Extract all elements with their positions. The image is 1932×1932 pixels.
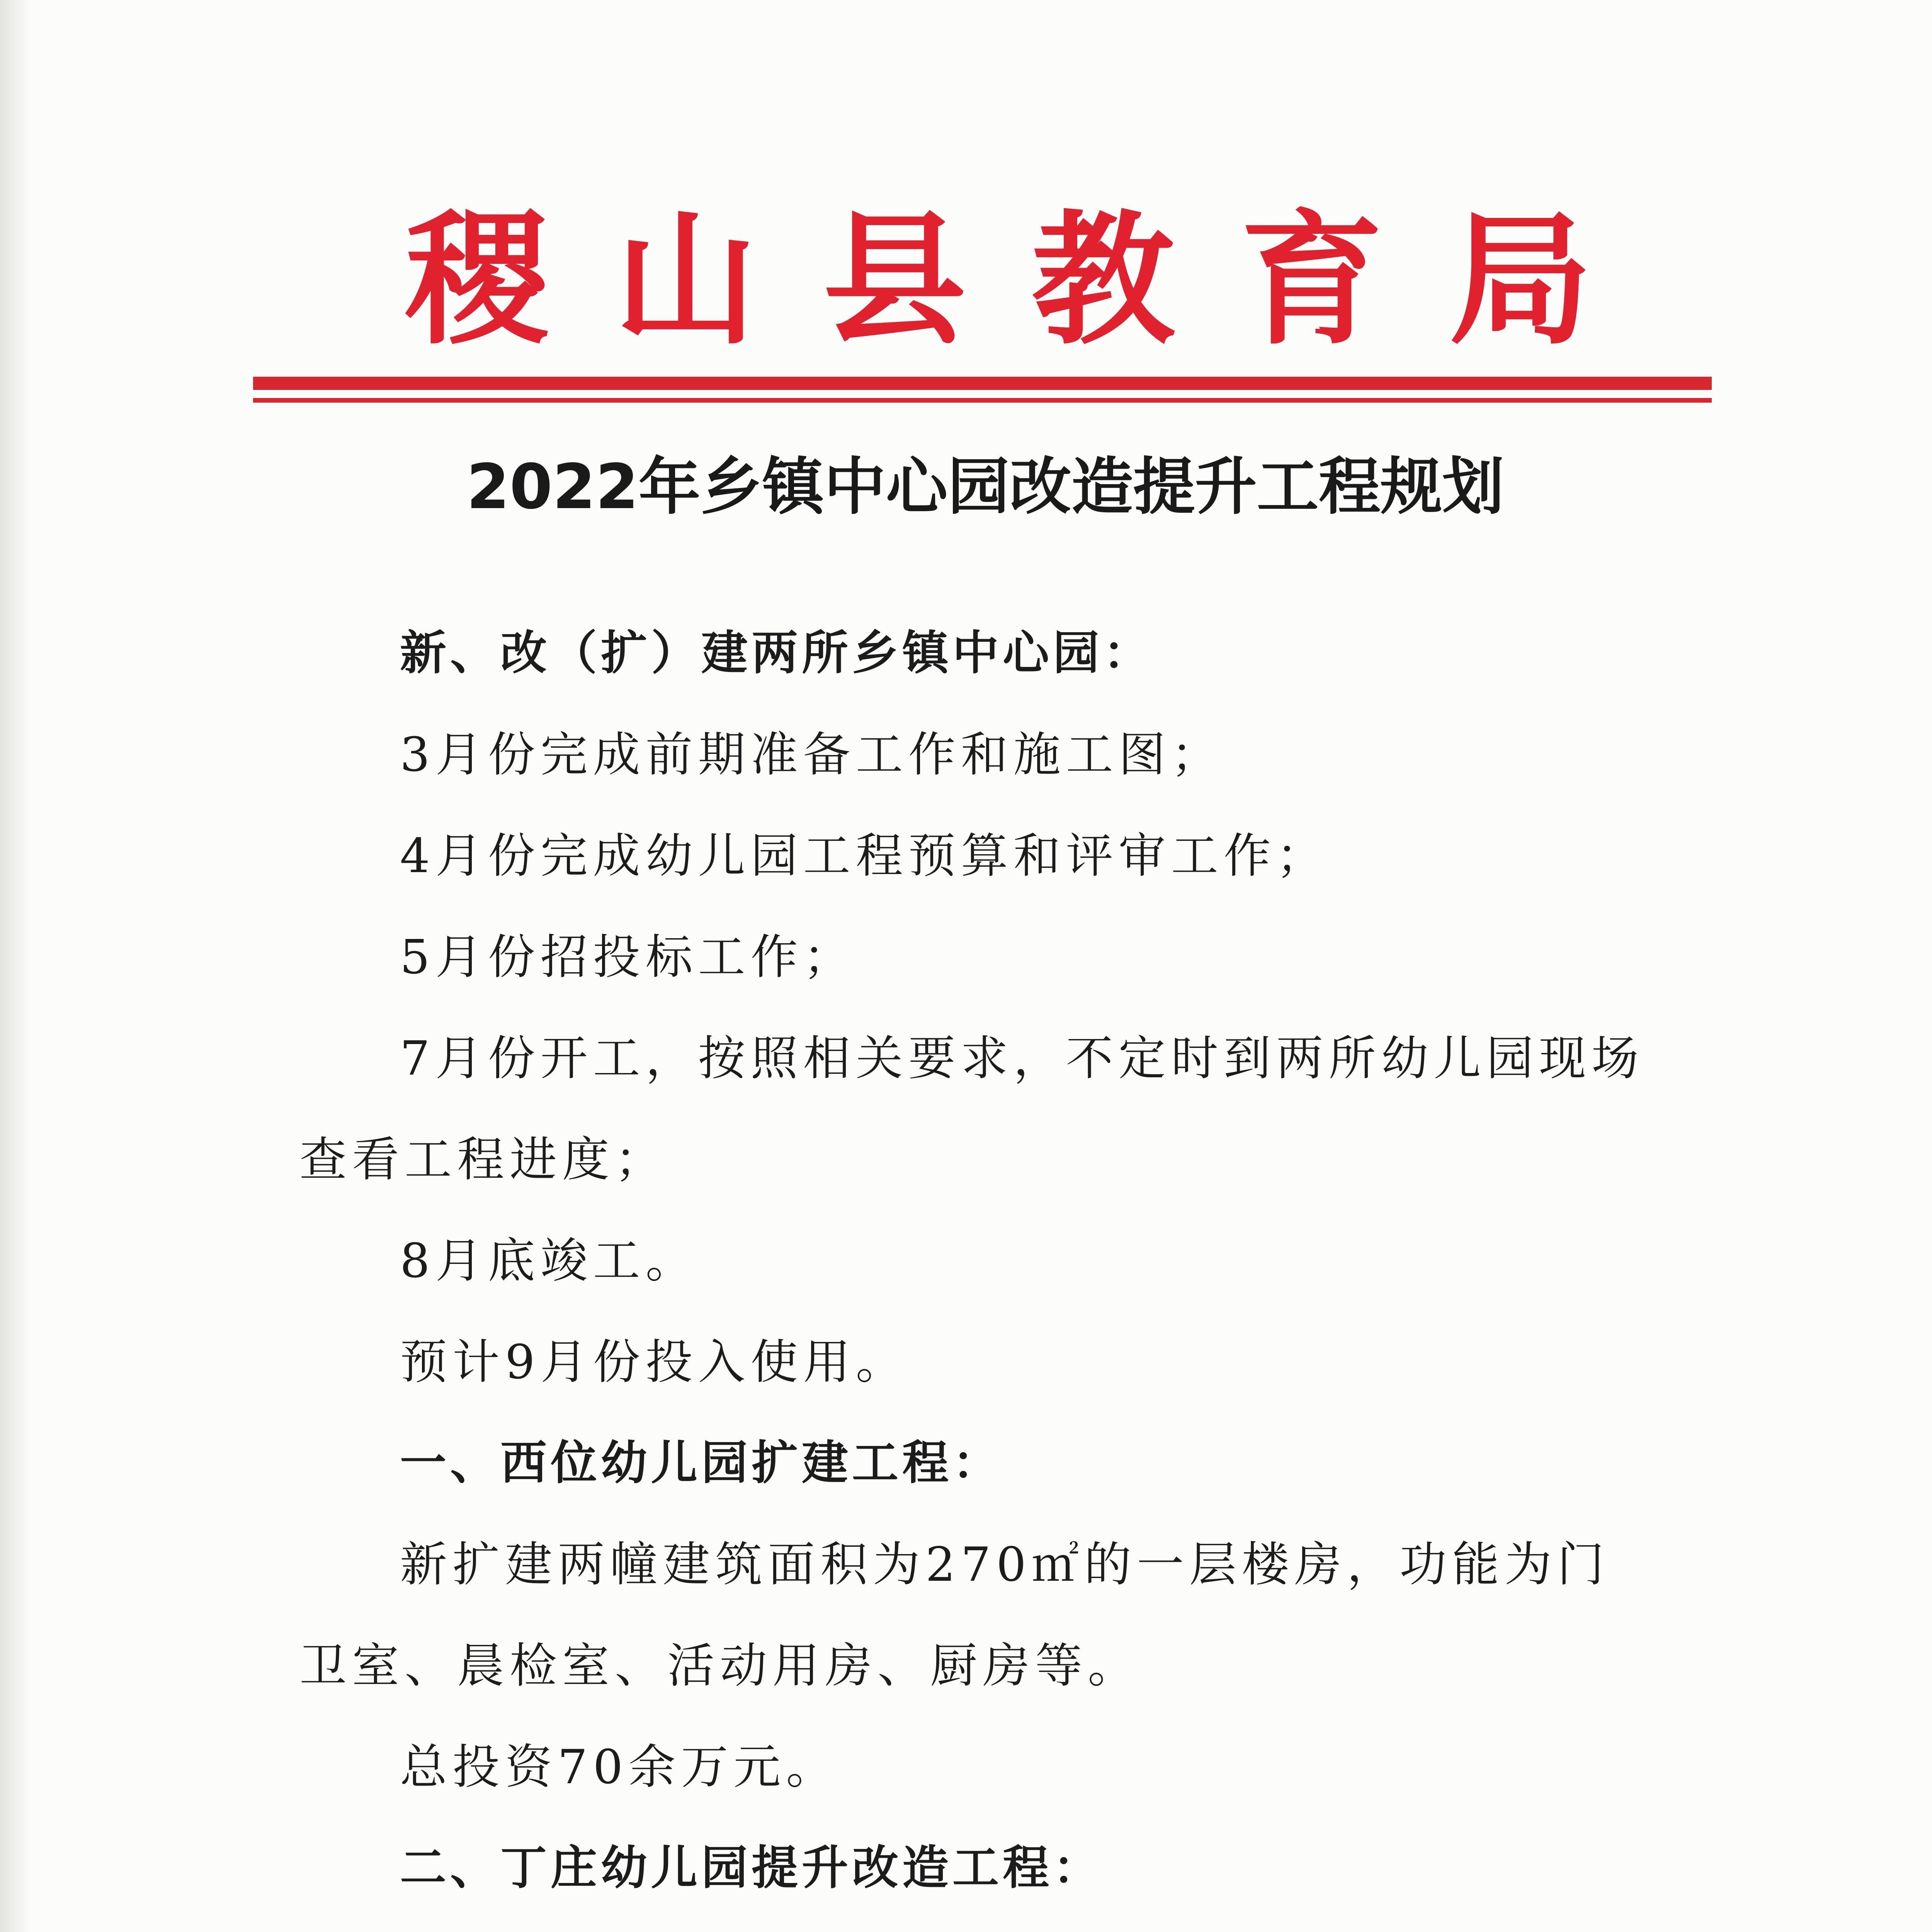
paragraph xyxy=(299,1919,1660,1932)
paragraph: 总投资70余万元。 xyxy=(400,1740,839,1794)
paragraph: 4月份完成幼儿园工程预算和评审工作； xyxy=(400,828,1329,883)
section-heading: 二、丁庄幼儿园提升改造工程： xyxy=(400,1841,1103,1895)
letterhead-rule-thin xyxy=(253,398,1712,403)
section-heading: 新、改（扩）建两所乡镇中心园： xyxy=(400,626,1153,680)
document-title: 2022年乡镇中心园改造提升工程规划 xyxy=(466,451,1504,523)
section-heading: 一、西位幼儿园扩建工程： xyxy=(400,1436,1003,1490)
paragraph: 新扩建两幢建筑面积为270㎡的一层楼房，功能为门卫室、晨检室、活动用房、厨房等。 xyxy=(299,1537,1610,1693)
document-body xyxy=(299,603,1660,1932)
paragraph: 8月底竣工。 xyxy=(400,1233,698,1288)
paragraph: 3月份完成前期准备工作和施工图； xyxy=(400,727,1224,782)
paragraph: 5月份招投标工作； xyxy=(400,930,856,985)
letterhead-rule-thick xyxy=(253,377,1712,390)
scan-edge-left xyxy=(0,0,31,1932)
paragraph: 7月份开工，按照相关要求，不定时到两所幼儿园现场查看工程进度； xyxy=(299,1031,1644,1187)
letterhead-organization: 稷山县教育局 xyxy=(406,196,1658,364)
paragraph: 预计9月份投入使用。 xyxy=(400,1335,908,1389)
